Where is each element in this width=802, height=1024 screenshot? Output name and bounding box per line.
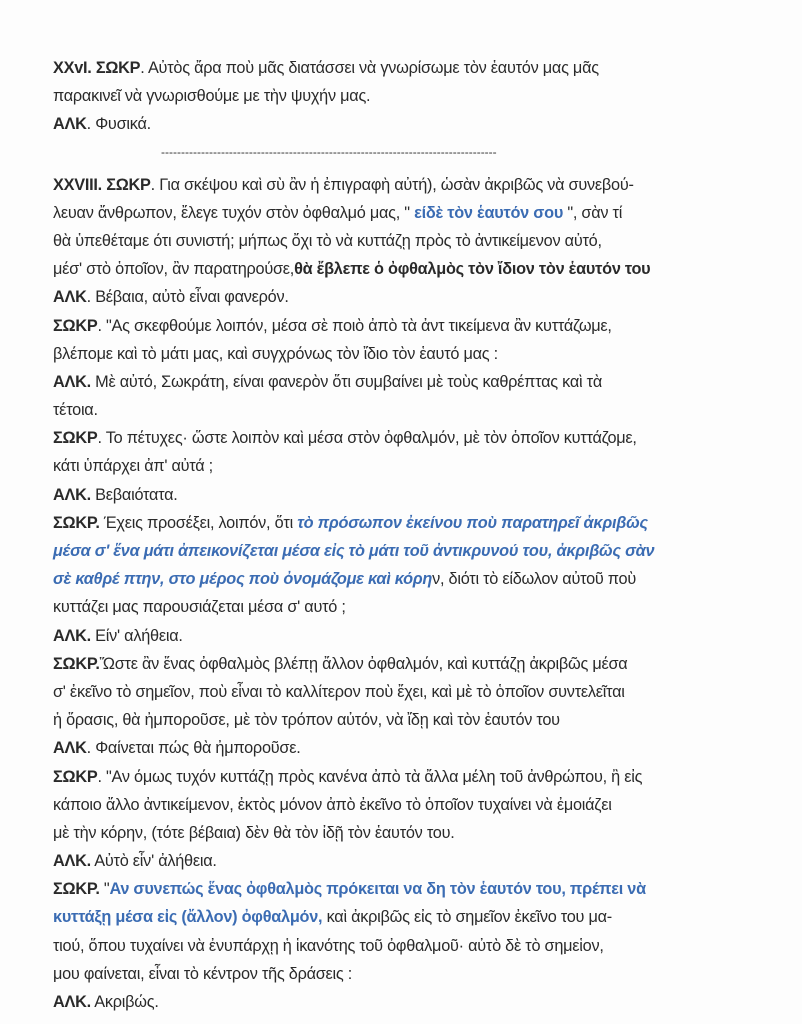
text-span: Αὐτὸ εἶν' ἀλήθεια. [90, 852, 217, 871]
speaker-label: ΣΩΚΡ [53, 429, 98, 448]
text-span: μέσ' στὸ ὁποῖον, ἂν παρατηρούσε, [53, 260, 295, 279]
text-line [53, 452, 773, 480]
text-line [53, 227, 773, 255]
highlighted-text: κυττάξῃ μέσα εἰς (ἄλλον) ὀφθαλμόν, [53, 908, 323, 927]
text-span: βλέπομε καὶ τὸ μάτι μας, καὶ συγχρόνως τὸν ἴδιο τὸν ἑαυτό μας : [53, 344, 498, 363]
text-span: . "Αν όμως τυχόν κυττάζῃ πρὸς κανένα ἀπὸ τὰ ἄλλα μέλη τοῦ ἀνθρώπου, ἢ εἰς [97, 767, 643, 786]
text-line [53, 903, 773, 931]
text-line [53, 565, 773, 593]
text-line [53, 424, 773, 452]
document-page [53, 54, 773, 1016]
speaker-label: ΣΩΚΡ. [53, 654, 100, 673]
highlighted-text: είδὲ τὸν ἑαυτόν σου [414, 203, 564, 222]
speaker-label: ΣΩΚΡ. [53, 880, 100, 899]
text-span: Μὲ αὐτό, Σωκράτη, είναι φανερὸν ὅτι συμβαίνει μὲ τοὺς καθρέπτας καὶ τὰ [90, 372, 602, 391]
text-line [53, 171, 773, 199]
text-line [53, 622, 773, 650]
text-span: ν, διότι τὸ είδωλον αὐτοῦ ποὺ [432, 570, 637, 589]
text-span: κάτι ὑπάρχει ἀπ' αὐτά ; [53, 457, 213, 476]
text-line [53, 960, 773, 988]
text-span: κυττάζει μας παρουσιάζεται μέσα σ' αυτό ; [53, 598, 346, 617]
speaker-label: XXVIII. ΣΩΚΡ [53, 175, 151, 194]
text-line [53, 734, 773, 762]
text-line [53, 82, 773, 110]
text-line [53, 199, 773, 227]
text-span: ", σὰν τί [563, 203, 623, 222]
text-line [53, 110, 773, 138]
text-line [53, 763, 773, 791]
text-line [53, 932, 773, 960]
text-line [53, 283, 773, 311]
text-span: . Φαίνεται πώς θὰ ἠμποροῦσε. [86, 739, 301, 758]
text-span: μου φαίνεται, εἶναι τὸ κέντρον τῆς δράσεις : [53, 964, 353, 983]
text-line [53, 537, 773, 565]
bold-text: θὰ ἔβλεπε ὁ ὀφθαλμὸς τὸν ἴδιον τὸν ἑαυτόν του [294, 260, 651, 279]
text-span: . "Ας σκεφθούμε λοιπόν, μέσα σὲ ποιὸ ἀπὸ τὰ ἀντ τικείμενα ἂν κυττάζωμε, [97, 316, 612, 335]
text-span: θὰ ὑπεθέταμε ότι συνιστή; μήπως ὄχι τὸ νὰ κυττάζῃ πρὸς τὸ ἀντικείμενον αὐτό, [53, 231, 602, 250]
text-span: Βεβαιότατα. [90, 485, 178, 504]
dashed-separator: ------------------------------------------------------------------------------------ [161, 144, 497, 159]
highlighted-text: σὲ καθρέ πτην, στο μέρος ποὺ ὀνομάζομε καὶ κόρη [53, 570, 433, 589]
speaker-label: ΑΛΚ [53, 115, 87, 134]
text-span: παρακινεῖ νὰ γνωρισθούμε με τὴν ψυχήν μας. [53, 87, 371, 106]
speaker-label: ΑΛΚ [53, 288, 87, 307]
text-span: Είν' αλήθεια. [90, 626, 183, 645]
speaker-label: ΑΛΚ [53, 739, 87, 758]
text-span: μὲ τὴν κόρην, (τότε βέβαια) δὲν θὰ τὸν ἰδῇ τὸν ἑαυτόν του. [53, 823, 455, 842]
text-line [53, 368, 773, 396]
speaker-label: ΣΩΚΡ [53, 316, 98, 335]
text-span: σ' ἐκεῖνο τὸ σημεῖον, ποὺ εἶναι τὸ καλλίτερον ποὺ ἔχει, καὶ μὲ τὸ ὁποῖον συντελεῖται [53, 682, 625, 701]
text-line [53, 54, 773, 82]
text-line [53, 481, 773, 509]
text-span: . Βέβαια, αὐτὸ εἶναι φανερόν. [86, 288, 289, 307]
highlighted-text: τὸ πρόσωπον ἐκείνου ποὺ παρατηρεῖ ἀκριβῶς [297, 513, 648, 532]
text-span: ἡ ὅρασις, θὰ ἠμποροῦσε, μὲ τὸν τρόπον αὐτόν, νὰ ἴδῃ καὶ τὸν ἑαυτόν του [53, 711, 560, 730]
speaker-label: ΑΛΚ. [53, 485, 91, 504]
text-span: κάποιο ἄλλο ἀντικείμενον, ἐκτὸς μόνον ἀπὸ ἐκεῖνο τὸ ὁποῖον τυχαίνει νὰ ἐμοιάζει [53, 795, 612, 814]
text-span: " [99, 880, 110, 899]
text-span: Ακριβώς. [90, 993, 159, 1011]
text-line [53, 509, 773, 537]
highlighted-text: Αν συνεπώς ἕνας ὀφθαλμὸς πρόκειται να δη τὸν ἑαυτόν του, πρέπει νὰ [109, 880, 646, 899]
speaker-label: XXvI. ΣΩΚΡ [53, 59, 141, 77]
separator-line [53, 139, 773, 167]
text-span: Ὥστε ἂν ἕνας ὀφθαλμὸς βλέπῃ ἄλλον ὀφθαλμόν, καὶ κυττάζῃ ἀκριβῶς μέσα [99, 654, 628, 673]
text-line [53, 819, 773, 847]
speaker-label: ΑΛΚ. [53, 372, 91, 391]
text-span: τιού, ὅπου τυχαίνει νὰ ἐνυπάρχῃ ἡ ἱκανότης τοῦ ὀφθαλμοῦ· αὐτὸ δὲ τὸ σημεἱον, [53, 936, 604, 955]
text-line [53, 847, 773, 875]
text-span: τέτοια. [53, 401, 98, 420]
speaker-label: ΑΛΚ. [53, 626, 91, 645]
text-line [53, 650, 773, 678]
text-line [53, 706, 773, 734]
text-line [53, 255, 773, 283]
text-line [53, 593, 773, 621]
text-line [53, 396, 773, 424]
text-span: . Το πέτυχες· ὥστε λοιπὸν καὶ μέσα στὸν ὀφθαλμόν, μὲ τὸν ὁποῖον κυττάζομε, [97, 429, 637, 448]
text-span: Έχεις προσέξει, λοιπόν, ὅτι [99, 513, 298, 532]
text-line [53, 875, 773, 903]
text-span: καὶ ἀκριβῶς εἰς τὸ σημεῖον ἐκεῖνο του μα- [322, 908, 612, 927]
speaker-label: ΑΛΚ. [53, 852, 91, 871]
highlighted-text: μέσα σ' ἕνα μάτι ἀπεικονίζεται μέσα εἰς τὸ μάτι τοῦ ἀντικρυνού του, ἀκριβῶς σὰν [53, 542, 655, 560]
text-span: . Φυσικά. [86, 115, 151, 134]
text-line [53, 791, 773, 819]
speaker-label: ΑΛΚ. [53, 993, 91, 1011]
text-span: λευαν ἄνθρωπον, ἔλεγε τυχόν στὸν ὀφθαλμό μας, " [53, 203, 415, 222]
text-line [53, 340, 773, 368]
text-span: . Αὐτὸς ἄρα ποὺ μᾶς διατάσσει νὰ γνωρίσωμε τὸν ἑαυτόν μας μᾶς [140, 59, 599, 77]
text-line [53, 312, 773, 340]
text-line [53, 988, 773, 1016]
speaker-label: ΣΩΚΡ. [53, 513, 100, 532]
speaker-label: ΣΩΚΡ [53, 767, 98, 786]
text-span: . Για σκέψου καὶ σὺ ἂν ἡ ἐπιγραφὴ αὐτή), ὡσὰν ἀκριβῶς νὰ συνεβού- [150, 175, 634, 194]
text-line [53, 678, 773, 706]
